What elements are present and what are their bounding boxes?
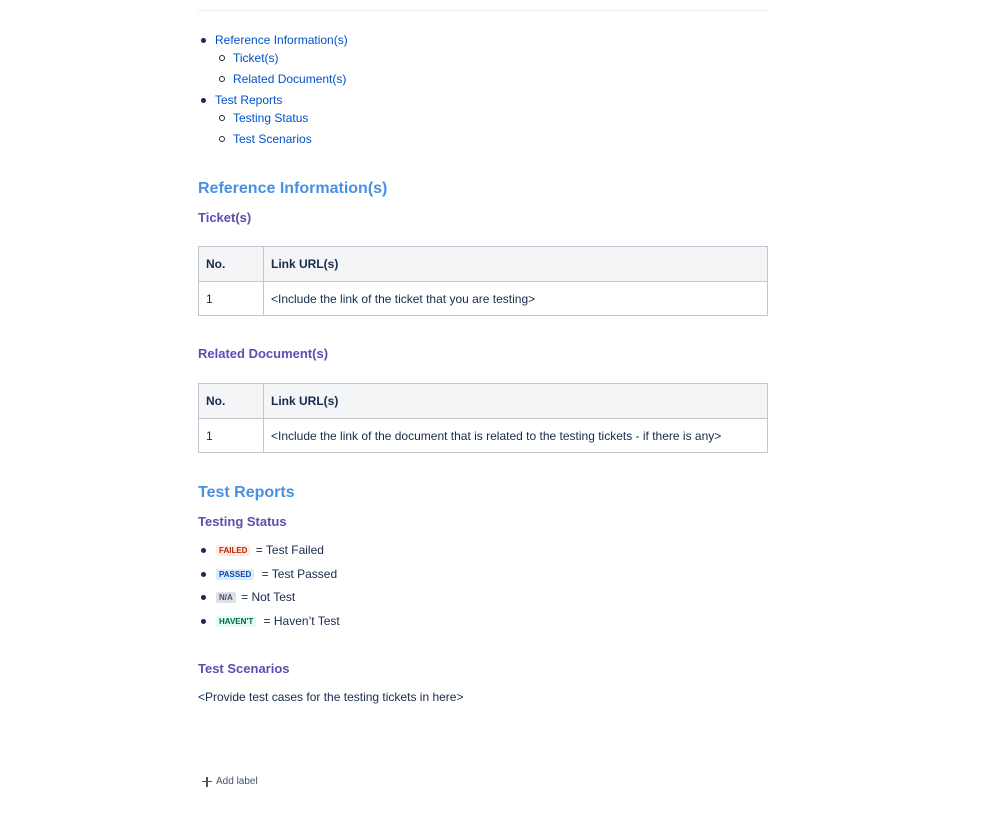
top-divider (198, 10, 768, 11)
toc-link[interactable]: Ticket(s) (233, 51, 279, 65)
heading-related-documents: Related Document(s) (198, 346, 329, 361)
test-scenarios-placeholder: <Provide test cases for the testing tickets in here> (198, 690, 464, 704)
heading-reference-information: Reference Information(s) (198, 180, 388, 197)
table-row (199, 282, 768, 316)
toc-item-testing-status[interactable] (198, 110, 348, 131)
toc-link[interactable]: Test Scenarios (233, 132, 312, 146)
status-badge-havent: HAVEN'T (216, 616, 256, 627)
toc-link[interactable]: Reference Information(s) (215, 33, 348, 47)
heading-testing-status: Testing Status (198, 514, 287, 529)
table-header-row (199, 247, 768, 282)
toc-link[interactable]: Test Reports (215, 93, 283, 107)
cell-link-url[interactable]: <Include the link of the document that is related to the testing tickets - if there is any> (264, 419, 768, 453)
status-description: = Test Passed (261, 566, 338, 581)
list-item (198, 542, 340, 566)
toc-item-tickets[interactable] (198, 50, 348, 71)
column-header-link-urls: Link URL(s) (264, 247, 768, 282)
testing-status-list (198, 542, 340, 636)
list-item (198, 566, 340, 590)
list-item (198, 589, 340, 613)
table-header-row (199, 384, 768, 419)
toc-item-test-reports[interactable] (198, 92, 348, 110)
status-description: = Test Failed (255, 543, 324, 557)
column-header-link-urls: Link URL(s) (264, 384, 768, 419)
heading-test-reports: Test Reports (198, 484, 295, 501)
toc-link[interactable]: Related Document(s) (233, 72, 347, 86)
list-item (198, 613, 340, 637)
heading-test-scenarios: Test Scenarios (198, 661, 290, 676)
status-description: = Not Test (241, 590, 296, 604)
column-header-no: No. (199, 384, 264, 419)
cell-no[interactable]: 1 (199, 282, 264, 316)
toc-item-related-documents[interactable] (198, 71, 348, 92)
table-row (199, 419, 768, 453)
status-badge-failed: FAILED (216, 545, 250, 556)
plus-icon (202, 777, 212, 787)
heading-tickets: Ticket(s) (198, 210, 252, 225)
toc-item-reference-information[interactable] (198, 32, 348, 50)
cell-link-url[interactable]: <Include the link of the ticket that you are testing> (264, 282, 768, 316)
status-description: = Haven’t Test (263, 613, 340, 628)
cell-no[interactable]: 1 (199, 419, 264, 453)
status-badge-na: N/A (216, 592, 236, 603)
add-label-text: Add label (216, 776, 258, 787)
toc-item-test-scenarios[interactable] (198, 131, 348, 152)
table-of-contents (198, 32, 348, 152)
tickets-table (198, 246, 768, 316)
column-header-no: No. (199, 247, 264, 282)
toc-link[interactable]: Testing Status (233, 111, 309, 125)
documents-table (198, 383, 768, 453)
status-badge-passed: PASSED (216, 569, 254, 580)
add-label-button[interactable] (202, 776, 258, 787)
